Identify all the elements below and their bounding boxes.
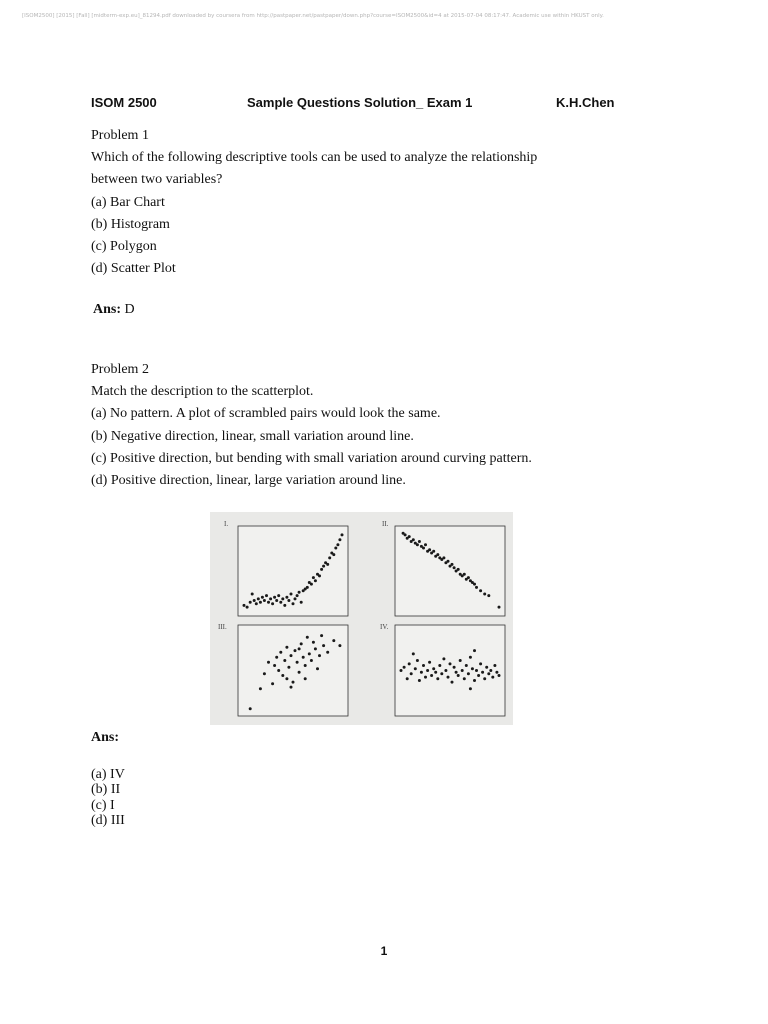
problem-2-answer-c: (c) I [91, 797, 115, 813]
scatter-panel-1-point [277, 594, 280, 597]
problem-1-option-b: (b) Histogram [91, 216, 170, 232]
scatter-panel-2-point [418, 540, 421, 543]
scatter-panel-1-point [267, 601, 270, 604]
scatter-panel-1-point [253, 599, 256, 602]
scatter-panel-1-point [257, 597, 260, 600]
scatter-panel-3-point [310, 659, 313, 662]
scatter-panel-1-point [322, 565, 325, 568]
scatter-panel-4-point [489, 669, 492, 672]
scatter-panel-1-point [292, 602, 295, 605]
scatter-panel-4-point [414, 667, 417, 670]
scatter-panel-2-point [442, 556, 445, 559]
problem-2-answer-b: (b) II [91, 782, 121, 798]
scatter-panel-3-point [320, 634, 323, 637]
scatter-panel-3-point [300, 642, 303, 645]
problem-1-answer-value: D [121, 302, 135, 317]
scatter-panel-3-point [290, 654, 293, 657]
scatter-panel-4-point [457, 674, 460, 677]
scatter-panel-1-point [243, 604, 246, 607]
scatter-panel-3-frame [238, 625, 348, 716]
scatter-panel-2-point [428, 548, 431, 551]
scatter-panel-3-point [312, 641, 315, 644]
page-header [91, 95, 631, 111]
scatter-panel-1-point [279, 601, 282, 604]
scatter-panel-4-point [459, 659, 462, 662]
scatter-panel-1-point [251, 593, 254, 596]
problem-1-heading: Problem 1 [91, 128, 149, 143]
download-watermark: [ISOM2500] [2015] [Fall] [midterm-exp.eu]_81294.pdf downloaded by coursera from http://pastpaper.net/pastpaper/down.php?course=ISOM2500&id=4 at 2015-07-04 08:17:47. Academic use within HKUST only. [22, 13, 604, 19]
scatter-panel-1-point [265, 594, 268, 597]
scatter-panel-4-point [473, 649, 476, 652]
scatter-panel-3-point [277, 669, 280, 672]
scatter-panel-2-point [416, 543, 419, 546]
scatter-panel-4-point [469, 656, 472, 659]
scatter-panel-1-point [338, 538, 341, 541]
scatter-panel-1-point [263, 599, 266, 602]
scatter-panel-4-point [420, 671, 423, 674]
scatter-panel-3-point [308, 652, 311, 655]
scatter-panel-4-point [471, 667, 474, 670]
problem-2-question: Match the description to the scatterplot. [91, 384, 314, 400]
scatter-panel-2-point [453, 566, 456, 569]
scatter-panel-4-point [455, 671, 458, 674]
scatter-panel-4-point [408, 662, 411, 665]
problem-2-option-d: (d) Positive direction, linear, large variation around line. [91, 472, 406, 488]
problem-2-option-c: (c) Positive direction, but bending with small variation around curving pattern. [91, 450, 532, 466]
author-name: K.H.Chen [556, 95, 615, 110]
scatter-panel-3-point [283, 659, 286, 662]
scatter-panel-1-point [332, 553, 335, 556]
scatter-panel-2-label: II. [382, 520, 389, 528]
scatter-panel-2-point [451, 563, 454, 566]
scatter-panel-1-point [336, 543, 339, 546]
problem-2-option-b: (b) Negative direction, linear, small variation around line. [91, 428, 414, 444]
scatter-panel-4-point [498, 674, 501, 677]
scatter-panel-1-point [300, 601, 303, 604]
scatter-panel-4-point [467, 672, 470, 675]
scatter-panel-1-point [290, 593, 293, 596]
scatter-panel-3-point [259, 687, 262, 690]
scatter-panel-4-point [495, 671, 498, 674]
scatter-panel-4-point [485, 666, 488, 669]
scatter-panel-1-point [328, 556, 331, 559]
problem-1-question-line-1: Which of the following descriptive tools can be used to analyze the relationship [91, 150, 538, 166]
scatter-panel-2-point [473, 583, 476, 586]
problem-2 [91, 359, 651, 492]
scatter-panel-2-point [412, 538, 415, 541]
scatter-panel-1-point [285, 596, 288, 599]
scatter-panel-2-point [483, 593, 486, 596]
scatter-panel-1-point [261, 596, 264, 599]
scatter-panel-1-point [287, 599, 290, 602]
scatter-panel-3-point [273, 664, 276, 667]
scatterplot-figure [210, 512, 513, 725]
scatter-panel-2-point [436, 553, 439, 556]
scatter-panel-1-point [314, 579, 317, 582]
problem-1-answer-label: Ans: [93, 302, 122, 317]
problem-2-answer-d: (d) III [91, 812, 125, 828]
scatter-panel-1-point [312, 576, 315, 579]
scatter-panel-1-point [259, 601, 262, 604]
scatter-panel-2-point [404, 533, 407, 536]
scatter-panel-3-point [332, 639, 335, 642]
problem-1 [91, 125, 651, 280]
scatter-panel-2-point [422, 547, 425, 550]
scatter-panel-4-point [426, 669, 429, 672]
scatter-panel-4-point [442, 657, 445, 660]
scatter-panel-4-point [493, 664, 496, 667]
scatter-panel-3-point [287, 666, 290, 669]
scatter-panel-4-point [412, 652, 415, 655]
scatter-panel-3-point [304, 677, 307, 680]
scatter-panel-4-point [406, 677, 409, 680]
scatter-panel-3-point [279, 651, 282, 654]
scatter-panel-2-point [424, 543, 427, 546]
scatter-panel-4-point [473, 679, 476, 682]
scatter-panel-2-point [447, 560, 450, 563]
scatter-panel-1-point [275, 599, 278, 602]
scatter-panel-1-point [281, 597, 284, 600]
problem-2-answer-a: (a) IV [91, 767, 125, 782]
scatter-panel-1-point [296, 594, 299, 597]
scatter-panel-3-point [275, 656, 278, 659]
scatter-panel-1-point [334, 547, 337, 550]
scatter-panel-3-point [304, 664, 307, 667]
scatter-panel-4-point [491, 676, 494, 679]
scatter-panel-3-label: III. [218, 623, 227, 631]
scatter-panel-4-point [447, 676, 450, 679]
document-title: Sample Questions Solution_ Exam 1 [247, 95, 473, 110]
scatter-panel-1-point [255, 602, 258, 605]
scatter-panel-4-point [451, 681, 454, 684]
scatter-panel-4-point [440, 672, 443, 675]
scatter-panel-4-point [481, 671, 484, 674]
problem-1-question-line-2: between two variables? [91, 172, 223, 188]
scatter-panel-3-point [263, 672, 266, 675]
scatter-panel-1-point [320, 568, 323, 571]
scatter-panel-4-point [487, 672, 490, 675]
scatter-panel-2-point [457, 568, 460, 571]
scatter-panel-4-point [477, 674, 480, 677]
scatter-panel-3-point [338, 644, 341, 647]
scatter-panel-4-point [403, 666, 406, 669]
scatter-panel-4-point [418, 679, 421, 682]
scatter-panel-4-point [430, 674, 433, 677]
scatter-panel-4-point [469, 687, 472, 690]
scatter-panel-1-point [246, 606, 249, 609]
scatter-panel-1-point [341, 533, 344, 536]
scatter-panel-3-point [281, 674, 284, 677]
course-code: ISOM 2500 [91, 95, 157, 110]
scatter-panel-2-point [467, 576, 470, 579]
scatter-panel-4-point [449, 662, 452, 665]
scatter-panel-3-point [322, 644, 325, 647]
problem-1-answer [93, 302, 135, 318]
scatter-panel-1-point [326, 563, 329, 566]
scatter-panel-1-point [273, 596, 276, 599]
scatter-panel-1-point [306, 586, 309, 589]
scatter-panel-4-point [416, 659, 419, 662]
scatter-panel-3-point [292, 681, 295, 684]
scatter-panel-4-point [424, 676, 427, 679]
scatter-panel-4-point [400, 669, 403, 672]
scatter-panel-2-frame [395, 526, 505, 616]
scatter-panel-4-point [438, 664, 441, 667]
scatter-panel-3-point [285, 646, 288, 649]
scatter-panel-2-point [487, 594, 490, 597]
scatter-panel-3-point [249, 707, 252, 710]
problem-2-heading: Problem 2 [91, 362, 149, 377]
scatter-panel-4-point [475, 669, 478, 672]
scatter-panel-2-point [475, 586, 478, 589]
scatter-panel-4-frame [395, 625, 505, 716]
scatter-panel-2-point [408, 535, 411, 538]
scatter-panel-1-point [271, 602, 274, 605]
page-number: 1 [380, 944, 388, 958]
scatter-panel-4-point [444, 669, 447, 672]
scatter-panel-1-point [269, 597, 272, 600]
scatter-panel-4-point [428, 661, 431, 664]
scatter-panel-3-point [271, 682, 274, 685]
problem-1-option-d: (d) Scatter Plot [91, 261, 176, 277]
scatter-panel-4-point [434, 671, 437, 674]
scatter-panel-1-point [283, 604, 286, 607]
problem-2-answer-list [91, 767, 125, 828]
scatter-panel-3-point [294, 649, 297, 652]
scatter-panel-3-point [318, 654, 321, 657]
scatter-panel-3-point [306, 636, 309, 639]
scatter-panel-3-point [290, 686, 293, 689]
scatter-panel-1-point [318, 574, 321, 577]
scatter-panel-4-point [479, 662, 482, 665]
scatter-panel-1-label: I. [224, 520, 229, 528]
scatter-panel-4-point [483, 677, 486, 680]
scatter-panel-3-point [285, 677, 288, 680]
scatter-panel-4-point [465, 664, 468, 667]
scatter-panel-3-point [314, 647, 317, 650]
scatter-panel-2-point [432, 550, 435, 553]
scatter-panel-4-point [436, 677, 439, 680]
scatter-panel-3-point [316, 667, 319, 670]
scatter-panel-4-label: IV. [380, 623, 389, 631]
scatter-panel-3-point [302, 656, 305, 659]
problem-2-option-a: (a) No pattern. A plot of scrambled pairs would look the same. [91, 406, 441, 422]
problem-2-answer-label: Ans: [91, 730, 120, 745]
problem-1-option-a: (a) Bar Chart [91, 194, 165, 210]
scatter-panel-3-point [298, 647, 301, 650]
scatter-panel-2-point [479, 589, 482, 592]
scatter-panel-3-point [296, 661, 299, 664]
scatter-panel-4-point [453, 666, 456, 669]
scatter-panel-3-point [326, 651, 329, 654]
scatter-panel-4-point [432, 667, 435, 670]
scatter-panel-4-point [422, 664, 425, 667]
problem-1-option-c: (c) Polygon [91, 238, 157, 254]
scatter-panel-3-point [267, 661, 270, 664]
scatter-panel-4-point [461, 669, 464, 672]
scatter-panel-1-point [298, 591, 301, 594]
scatter-panel-4-point [410, 672, 413, 675]
scatter-panel-2-point [498, 606, 501, 609]
scatter-panel-4-point [463, 677, 466, 680]
scatter-panel-2-point [463, 573, 466, 576]
scatter-panel-1-point [310, 583, 313, 586]
scatter-panel-1-point [249, 601, 252, 604]
scatter-panel-3-point [298, 671, 301, 674]
scatter-panel-1-point [294, 597, 297, 600]
